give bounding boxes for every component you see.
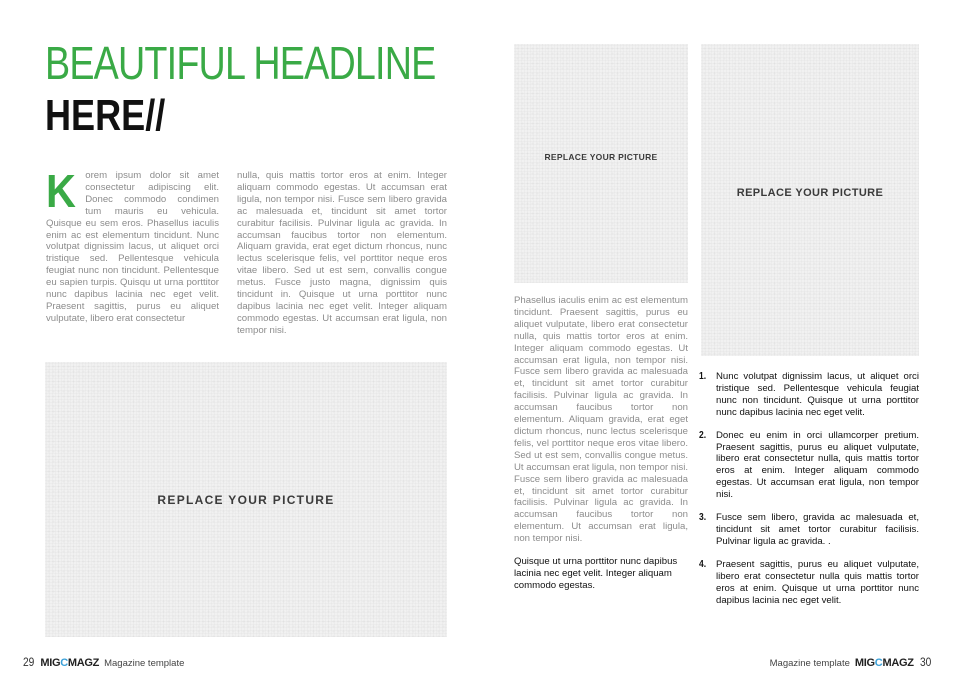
list-text: Fusce sem libero, gravida ac malesuada et, tincidunt sit amet tortor curabitur facilisis. Pulvinar ligula ac gravida. . — [716, 512, 919, 547]
page-number: 30 — [919, 655, 931, 669]
article-column-1-text: orem ipsum dolor sit amet consectetur adipiscing elit. Donec commodo condimen tum mauris eu vehicula. Quisque eu sem eros. Phasellus iaculis enim ac est elementum tincidunt. Nunc volutpat dignissim lacus, ut aliquet orci tristique sed. Pellentesque vehicula feugiat nunc non tincidunt. Pellentesque eu sapien turpis. Quisqu ut urna porttitor nunc dapibus lacinia nec eget velit. Praesent sagittis, purus eu aliquet vulputate, libero erat consectetur — [46, 170, 219, 324]
picture-placeholder-right[interactable] — [701, 44, 919, 356]
headline-line-1: BEAUTIFUL HEADLINE — [45, 37, 436, 89]
list-item — [699, 559, 919, 607]
middle-column — [514, 295, 688, 592]
headline-line-2: HERE// — [45, 91, 166, 140]
list-text: Nunc volutpat dignissim lacus, ut aliquet orci tristique sed. Pellentesque vehicula feugiat nunc non tincidunt. Quisque ut urna porttitor nunc dapibus lacinia nec eget velit. — [716, 371, 919, 418]
list-number: 2. — [699, 429, 707, 441]
list-item — [699, 512, 919, 548]
footer-tagline: Magazine template — [104, 658, 185, 669]
middle-column-text: Phasellus iaculis enim ac est elementum tincidunt. Praesent sagittis, purus eu aliquet vulputate, libero erat consectetur nulla, quis mattis tortor eros at enim. Integer aliquam commodo egestas. Ut accumsan erat ligula, non tempor nisi. Fusce sem libero gravida ac malesuada et, tincidunt sit amet tortor curabitur facilisis. Pulvinar ligula ac gravida. In accumsan faucibus tortor non elementum. Aliquam gravida, erat eget dictum rhoncus, nunc lectus scelerisque felis, vel porttitor neque eros vitae libero. Sed ut est sem, convallis congue metus. Ut accumsan erat ligula, non tempor nisi. Fusce sem libero gravida ac malesuada et, tincidunt sit amet tortor curabitur facilisis. Pulvinar ligula ac gravida. In accumsan faucibus tortor non elementum. Ut accumsan erat ligula, non tempor nisi. — [514, 295, 688, 545]
footer-right — [770, 655, 932, 669]
brand-logo: MIGCMAGZ — [854, 657, 914, 669]
picture-placeholder-label: REPLACE YOUR PICTURE — [736, 187, 884, 199]
list-text: Donec eu enim in orci ullamcorper pretium. Praesent sagittis, purus eu aliquet vulputate, libero erat consectetur nulla, quis mattis tortor eros at enim. Integer aliquam commodo egestas. Ut accumsan erat ligula, non tempor nisi. — [716, 429, 919, 501]
article-column-1 — [46, 165, 219, 325]
page-number: 29 — [23, 655, 35, 669]
brand-logo: MIGCMAGZ — [40, 657, 100, 669]
article-column-2: nulla, quis mattis tortor eros at enim. Integer aliquam commodo egestas. Ut accumsan erat ligula, non tempor nisi. Fusce sem libero gravida ac malesuada et, tincidunt sit amet tortor curabitur facilisis. Pulvinar ligula ac gravida. In accumsan faucibus tortor non elementum. Aliquam gravida, erat eget dictum rhoncus, nunc lectus scelerisque felis, vel porttitor neque eros vitae libero. Sed ut est sem, convallis congue metus. Fusce justo magna, dignissim quis tincidunt in. Quisque ut urna porttitor nunc dapibus lacinia nec eget velit. Integer aliquam commodo egestas. Ut accumsan erat ligula, non tempor nisi. — [237, 170, 447, 336]
dropcap: K — [46, 165, 76, 217]
list-item — [699, 430, 919, 501]
numbered-list — [699, 371, 919, 617]
picture-placeholder-label: REPLACE YOUR PICTURE — [544, 151, 658, 162]
list-number: 4. — [699, 558, 707, 570]
footer-left — [22, 655, 184, 669]
list-item — [699, 371, 919, 419]
picture-placeholder-middle[interactable] — [514, 44, 688, 283]
picture-placeholder-label: REPLACE YOUR PICTURE — [157, 492, 335, 507]
list-number: 1. — [699, 371, 707, 382]
list-number: 3. — [699, 512, 707, 524]
middle-column-emphasis: Quisque ut urna porttitor nunc dapibus lacinia nec eget velit. Integer aliquam commodo egestas. — [514, 556, 678, 591]
footer-tagline: Magazine template — [769, 658, 850, 669]
picture-placeholder-large[interactable] — [45, 362, 447, 637]
list-text: Praesent sagittis, purus eu aliquet vulputate, libero erat consectetur nulla quis mattis tortor eros at enim. Quisque ut urna porttitor nunc dapibus lacinia nec eget velit. — [716, 558, 919, 606]
